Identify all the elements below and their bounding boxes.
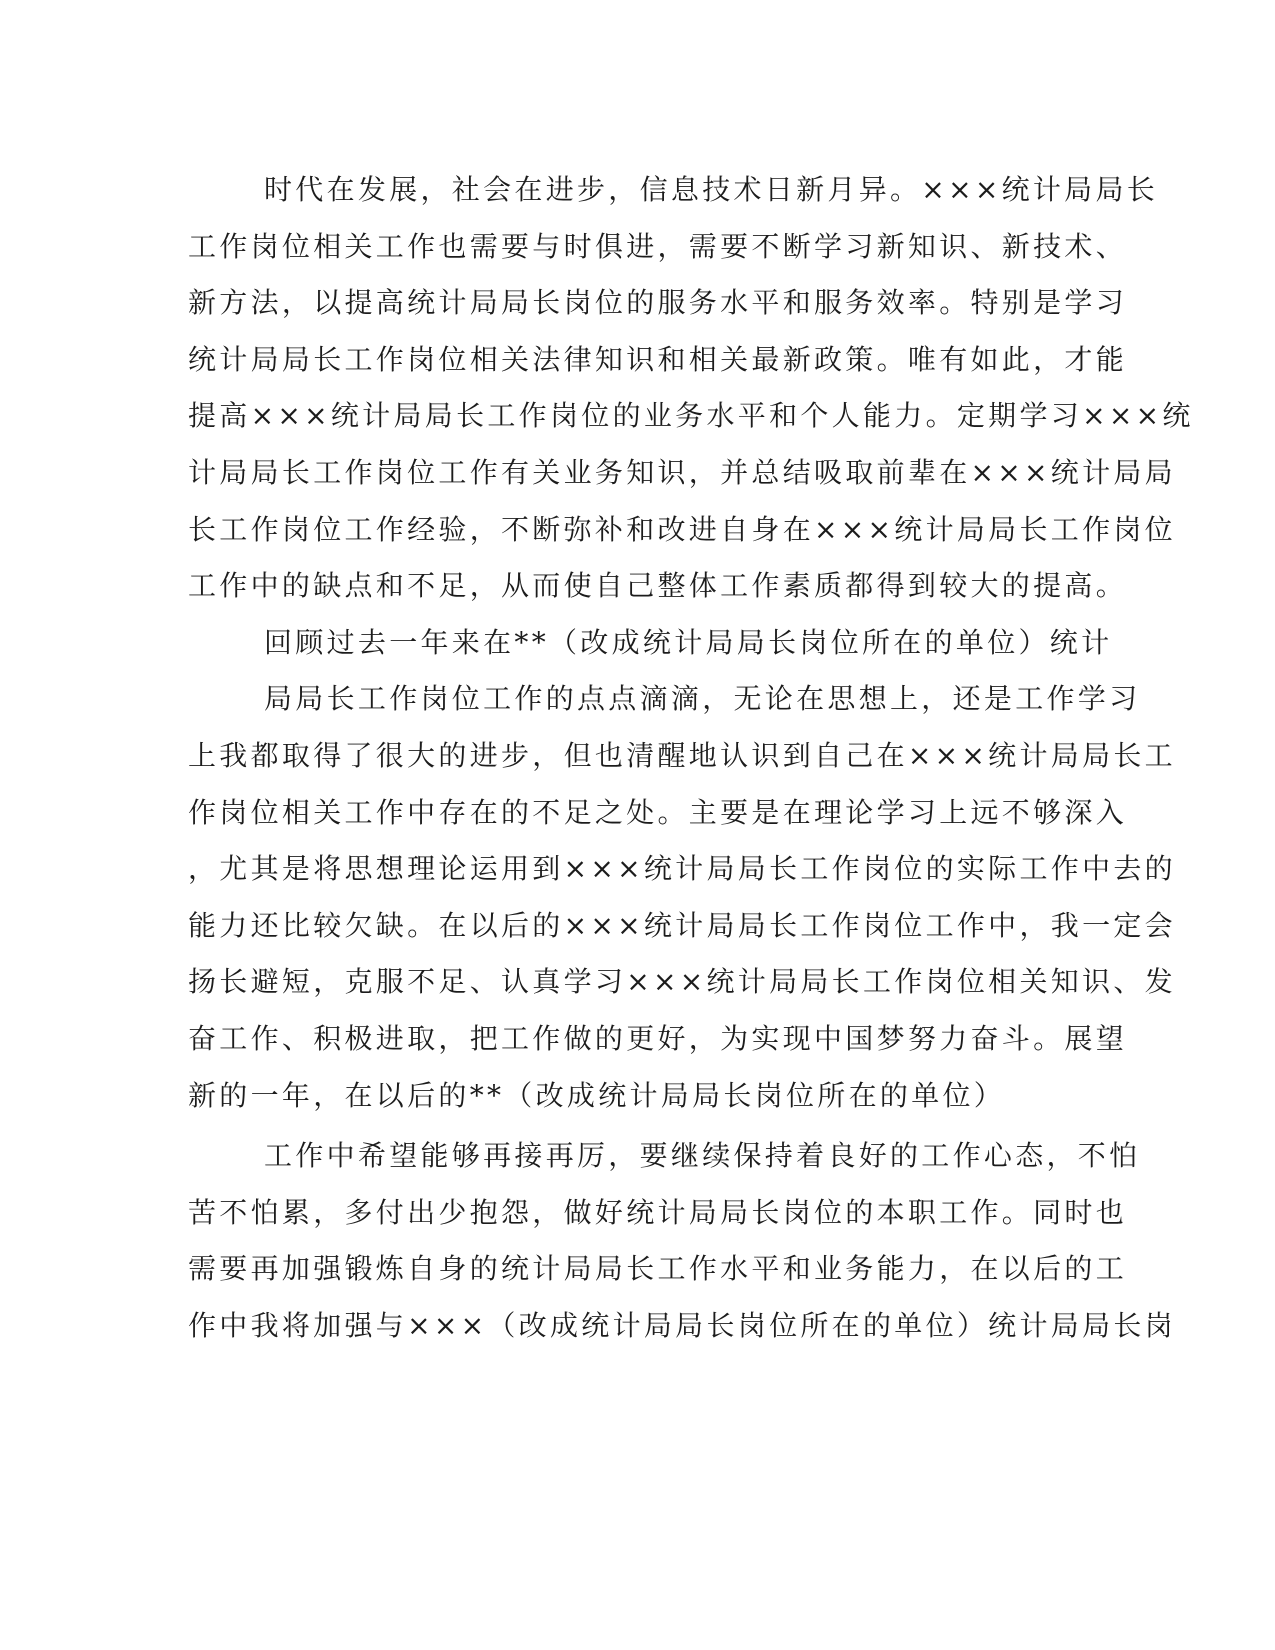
text-line: 回顾过去一年来在**（改成统计局局长岗位所在的单位）统计 [264, 625, 1113, 659]
text-line: 工作岗位相关工作也需要与时俱进，需要不断学习新知识、新技术、 [188, 229, 1128, 263]
paragraph [188, 615, 1113, 672]
text-line: 长工作岗位工作经验，不断弥补和改进自身在×××统计局局长工作岗位 [188, 512, 1176, 546]
paragraph [188, 671, 1176, 1124]
paragraph [188, 1128, 1176, 1354]
text-line: 上我都取得了很大的进步，但也清醒地认识到自己在×××统计局局长工 [188, 738, 1176, 772]
text-line: 新的一年，在以后的**（改成统计局局长岗位所在的单位） [188, 1078, 1006, 1112]
text-line: 奋工作、积极进取，把工作做的更好，为实现中国梦努力奋斗。展望 [188, 1021, 1128, 1055]
text-line: 计局局长工作岗位工作有关业务知识，并总结吸取前辈在×××统计局局 [188, 455, 1176, 489]
text-line: 新方法，以提高统计局局长岗位的服务水平和服务效率。特别是学习 [188, 286, 1128, 320]
paragraph [188, 162, 1194, 615]
text-line: 工作中希望能够再接再厉，要继续保持着良好的工作心态，不怕 [264, 1139, 1141, 1173]
body-text [188, 162, 1194, 1354]
text-line: 扬长避短，克服不足、认真学习×××统计局局长工作岗位相关知识、发 [188, 965, 1176, 999]
text-line: 时代在发展，社会在进步，信息技术日新月异。×××统计局局长 [264, 173, 1159, 206]
text-line: 苦不怕累，多付出少抱怨，做好统计局局长岗位的本职工作。同时也 [188, 1195, 1128, 1229]
text-line: 工作中的缺点和不足，从而使自己整体工作素质都得到较大的提高。 [188, 569, 1128, 603]
text-line: 统计局局长工作岗位相关法律知识和相关最新政策。唯有如此，才能 [188, 342, 1128, 376]
text-line: 局局长工作岗位工作的点点滴滴，无论在思想上，还是工作学习 [264, 682, 1141, 716]
text-line: 能力还比较欠缺。在以后的×××统计局局长工作岗位工作中，我一定会 [188, 908, 1176, 942]
text-line: 作岗位相关工作中存在的不足之处。主要是在理论学习上远不够深入 [188, 795, 1128, 829]
text-line: 作中我将加强与×××（改成统计局局长岗位所在的单位）统计局局长岗 [188, 1308, 1176, 1342]
text-line: 需要再加强锻炼自身的统计局局长工作水平和业务能力，在以后的工 [188, 1252, 1128, 1286]
text-line: 提高×××统计局局长工作岗位的业务水平和个人能力。定期学习×××统 [188, 399, 1194, 433]
text-line: ，尤其是将思想理论运用到×××统计局局长工作岗位的实际工作中去的 [188, 852, 1176, 886]
